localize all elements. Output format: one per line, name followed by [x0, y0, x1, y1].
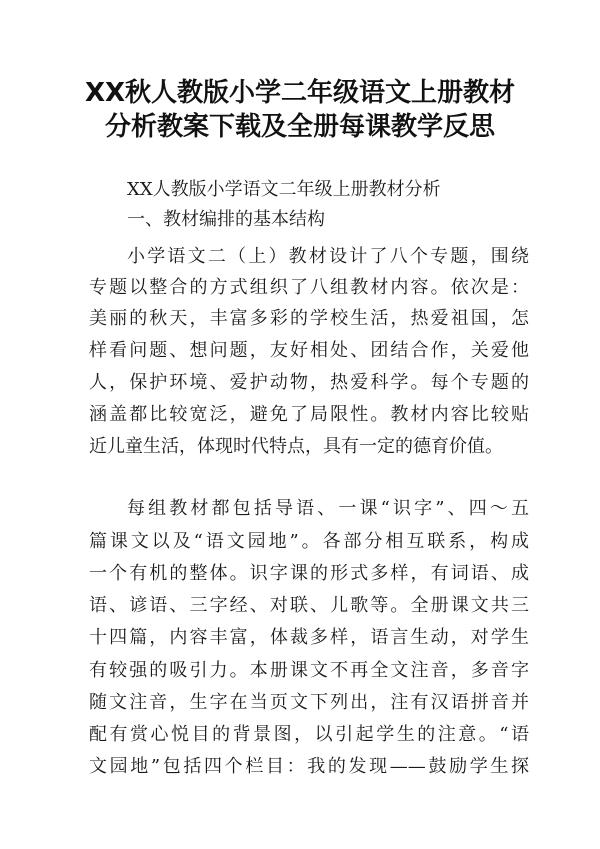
- document-title-line-2: 分析教案下载及全册每课教学反思: [104, 112, 495, 142]
- paragraph-2-line: 文园地”包括四个栏目：我的发现——鼓励学生探: [89, 756, 529, 777]
- paragraph-2-line: 每组教材都包括导语、一课“识字”、四～五: [127, 498, 529, 519]
- paragraph-2-line: 配有赏心悦目的背景图，以引起学生的注意。“语: [89, 724, 529, 745]
- document-subtitle: XX人教版小学语文二年级上册教材分析: [127, 179, 441, 200]
- section-heading: 一、教材编排的基本结构: [127, 209, 325, 230]
- paragraph-2-line: 十四篇，内容丰富，体裁多样，语言生动，对学生: [89, 627, 529, 648]
- paragraph-2-line: 篇课文以及“语文园地”。各部分相互联系，构成: [89, 531, 529, 552]
- document-title-line-1: XX秋人教版小学二年级语文上册教材: [84, 78, 516, 108]
- paragraph-1-line: 样看问题、想问题，友好相处、团结合作，关爱他: [89, 340, 529, 361]
- paragraph-2-line: 有较强的吸引力。本册课文不再全文注音，多音字: [89, 660, 529, 681]
- paragraph-1-line: 专题以整合的方式组织了八组教材内容。依次是：: [89, 277, 529, 298]
- paragraph-2-line: 随文注音，生字在当页文下列出，注有汉语拼音并: [89, 692, 529, 713]
- paragraph-2-line: 语、谚语、三字经、对联、儿歌等。全册课文共三: [89, 595, 529, 616]
- paragraph-1-line: 近儿童生活，体现时代特点，具有一定的德育价值。: [89, 436, 503, 457]
- paragraph-1-line: 美丽的秋天，丰富多彩的学校生活，热爱祖国，怎: [89, 308, 529, 329]
- paragraph-1-line: 人，保护环境、爱护动物，热爱科学。每个专题的: [89, 372, 529, 393]
- paragraph-2-line: 一个有机的整体。识字课的形式多样，有词语、成: [89, 563, 529, 584]
- paragraph-1-line: 涵盖都比较宽泛，避免了局限性。教材内容比较贴: [89, 404, 529, 425]
- paragraph-1-line: 小学语文二（上）教材设计了八个专题，围绕: [127, 246, 529, 267]
